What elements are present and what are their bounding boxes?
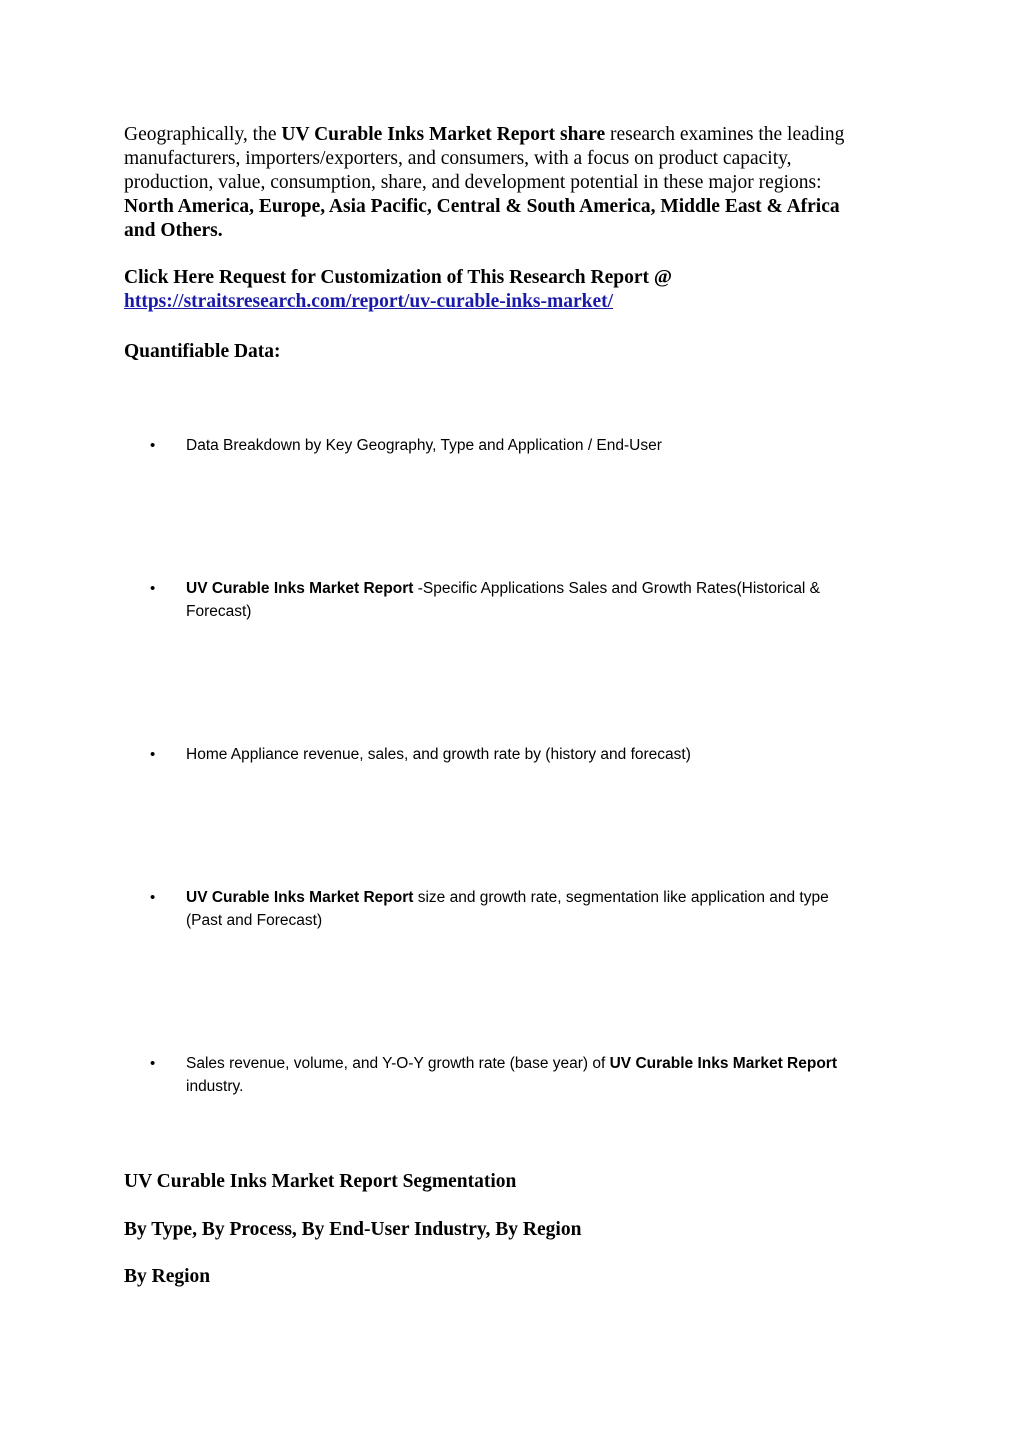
customization-link[interactable]: https://straitsresearch.com/report/uv-curable-inks-market/ — [124, 291, 614, 312]
bullet-icon: • — [150, 580, 156, 597]
document-page: Geographically, the UV Curable Inks Market Report share research examines the leading manufacturers, importers/exporters, and consumers, with a focus on product capacity, production, value, consumption, share, and development potential in these major regions: North America, Europe, Asia Pacific, Central & South America, Middle East & Africa and Others. Click Here Request for Customization of This Research Report @ https://straitsresearch.com/report/uv-curable-inks-market/ Quantifiable Data: • Data Breakdown by Key Geography, Type and Application / End-User • UV Curable Inks Market Report -Specific Applications Sales and Growth Rates(Historical & Forecast) • Home Appliance revenue, sales, and growth rate by (history and forecast) • UV Curable Inks Market Report size and growth rate, segmentation like application and type (Past and Forecast) • Sales revenue, volume, and Y-O-Y growth rate (base year) of UV Curable Inks Market Report industry. UV Curable Inks Market Report Segmentation By Type, By Process, By End-User Industry, By Region By Region — [0, 0, 1023, 1448]
segmentation-heading: UV Curable Inks Market Report Segmentation — [124, 1171, 517, 1192]
intro-paragraph — [124, 123, 899, 243]
intro-line-1: Geographically, the UV Curable Inks Market Report share research examines the leading — [124, 124, 845, 145]
by-region-heading: By Region — [124, 1266, 211, 1287]
bullet-icon: • — [150, 437, 156, 454]
customization-label: Click Here Request for Customization of This Research Report @ — [124, 267, 673, 288]
intro-line-3: production, value, consumption, share, and development potential in these major regions: — [124, 172, 822, 193]
intro-regions-end: and Others. — [124, 220, 223, 241]
segmentation-categories: By Type, By Process, By End-User Industry, By Region — [124, 1219, 582, 1240]
customization-request — [124, 266, 904, 314]
intro-report-name: UV Curable Inks Market Report share — [281, 124, 606, 145]
bullet-icon: • — [150, 746, 156, 763]
intro-regions: North America, Europe, Asia Pacific, Central & South America, Middle East & Africa — [124, 196, 840, 217]
bullet-icon: • — [150, 1055, 156, 1072]
quantifiable-data-heading: Quantifiable Data: — [124, 341, 281, 362]
intro-line-2: manufacturers, importers/exporters, and consumers, with a focus on product capacity, — [124, 148, 792, 169]
bullet-icon: • — [150, 889, 156, 906]
